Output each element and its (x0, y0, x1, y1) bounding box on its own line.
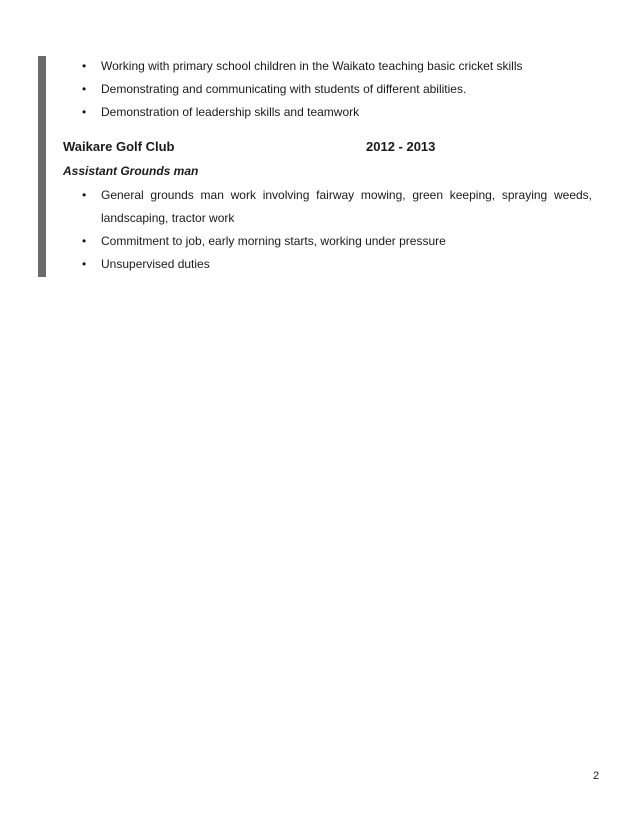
list-item (0, 55, 600, 78)
list-item-text: Working with primary school children in the Waikato teaching basic cricket skills (101, 59, 523, 73)
bullet-list (0, 230, 592, 276)
bullet-icon: • (82, 82, 87, 96)
list-item-text: Demonstrating and communicating with students of different abilities. (101, 82, 467, 96)
list-item (0, 253, 592, 276)
previous-job-bullets (0, 55, 600, 124)
list-item-text: Unsupervised duties (101, 257, 210, 271)
bullet-list (0, 184, 592, 207)
bullet-icon: • (82, 234, 87, 248)
organization-name: Waikare Golf Club (63, 139, 175, 154)
bullet-list (0, 55, 600, 124)
list-item (0, 101, 600, 124)
list-item (0, 78, 600, 101)
bullet-icon: • (82, 257, 87, 271)
employment-dates: 2012 - 2013 (366, 139, 436, 154)
bullet-icon: • (82, 188, 87, 202)
bullet-icon: • (82, 59, 87, 73)
bullet-icon: • (82, 105, 87, 119)
list-item-text: General grounds man work involving fairway mowing, green keeping, spraying weeds, (101, 188, 592, 202)
job-duties (0, 184, 592, 276)
list-item (0, 230, 592, 253)
list-item (0, 184, 592, 207)
list-item-text: Demonstration of leadership skills and teamwork (101, 105, 360, 119)
list-item-continuation: landscaping, tractor work (101, 211, 235, 225)
list-item-text: Commitment to job, early morning starts, working under pressure (101, 234, 446, 248)
job-header (63, 139, 593, 157)
job-title: Assistant Grounds man (63, 164, 199, 178)
page-number: 2 (593, 770, 600, 782)
